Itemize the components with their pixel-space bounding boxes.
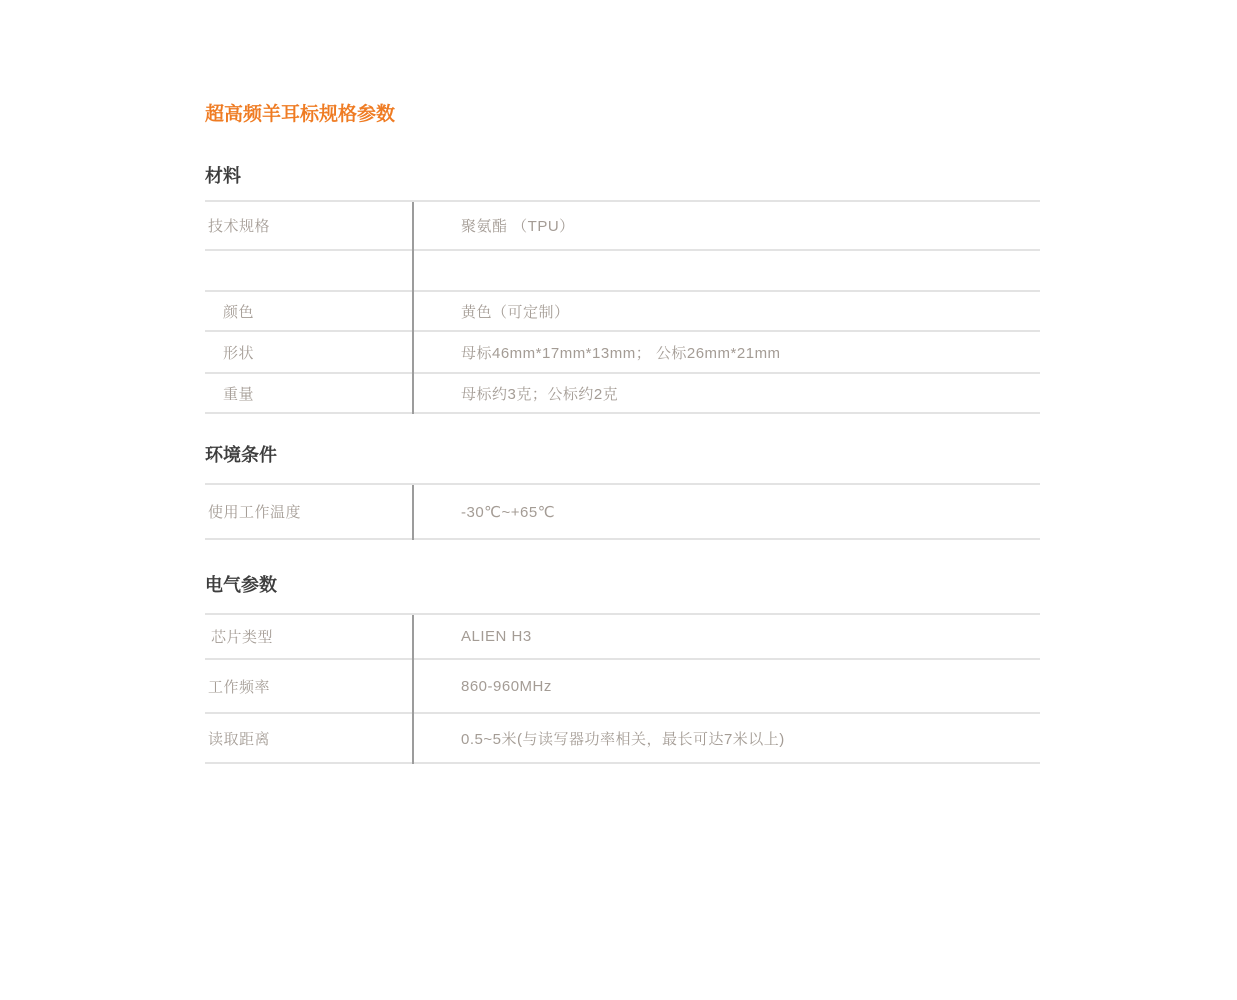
spec-label: 重量 [223, 385, 255, 403]
section-heading-materials: 材料 [205, 166, 241, 186]
spec-label [205, 251, 413, 290]
spec-value: ALIEN H3 [461, 628, 532, 645]
section-heading-environment: 环境条件 [205, 445, 277, 465]
spec-value: -30℃~+65℃ [461, 503, 556, 521]
spec-label: 技术规格 [208, 218, 271, 235]
spec-label: 读取距离 [208, 730, 271, 748]
column-divider [412, 615, 414, 764]
section-heading-electrical: 电气参数 [205, 575, 277, 595]
materials-table [205, 200, 1040, 414]
spec-value: 860-960MHz [461, 677, 552, 695]
table-row [205, 615, 1040, 660]
spec-label: 使用工作温度 [208, 504, 302, 521]
environment-table [205, 483, 1040, 540]
table-row [205, 485, 1040, 540]
column-divider [412, 202, 414, 414]
page-title: 超高频羊耳标规格参数 [205, 104, 396, 125]
section-electrical [205, 575, 1040, 764]
spec-label: 颜色 [223, 303, 255, 321]
table-row [205, 292, 1040, 332]
table-row [205, 332, 1040, 374]
spec-value: 母标46mm*17mm*13mm； 公标26mm*21mm [461, 344, 781, 362]
table-row [205, 660, 1040, 714]
spec-value: 黄色（可定制） [461, 303, 570, 321]
spec-value [413, 251, 1040, 290]
spec-label: 工作频率 [208, 678, 271, 696]
spec-value: 0.5~5米(与读写器功率相关，最长可达7米以上) [461, 730, 785, 748]
spec-label: 芯片类型 [211, 629, 274, 646]
section-environment [205, 445, 1040, 540]
spec-label: 形状 [223, 344, 255, 362]
spec-value: 母标约3克；公标约2克 [461, 385, 619, 403]
electrical-table [205, 613, 1040, 764]
section-materials [205, 166, 1040, 414]
table-row [205, 202, 1040, 251]
table-row [205, 374, 1040, 414]
table-row [205, 251, 1040, 292]
column-divider [412, 485, 414, 540]
table-row [205, 714, 1040, 764]
spec-value: 聚氨酯 （TPU） [461, 218, 575, 235]
